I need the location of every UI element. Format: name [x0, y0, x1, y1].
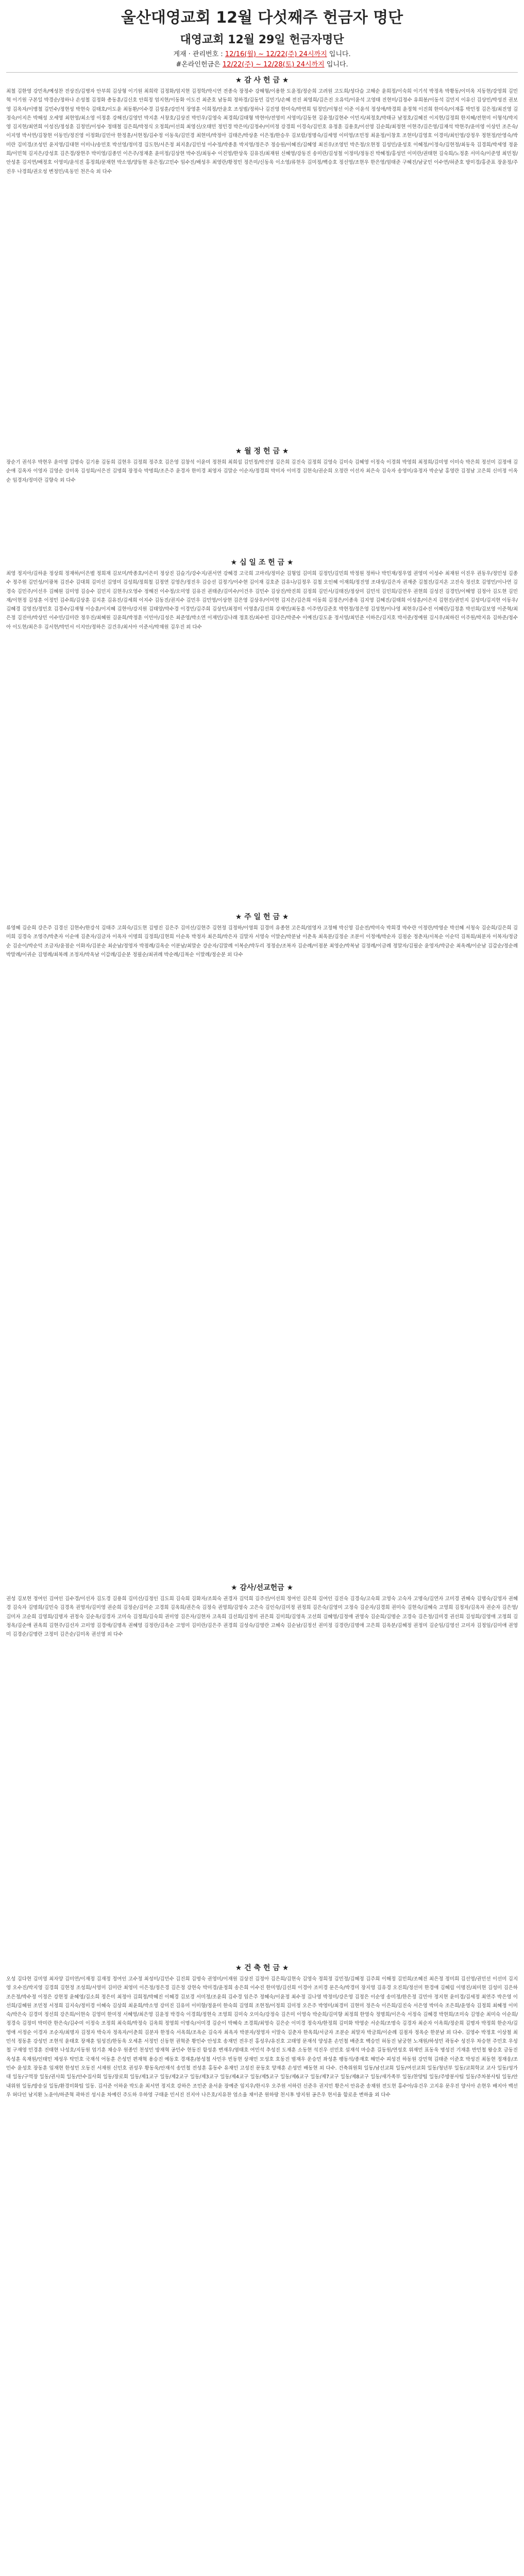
- section-title: ★ 월 정 헌 금 ★: [235, 447, 289, 455]
- section-title: ★ 십 일 조 헌 금 ★: [230, 558, 294, 567]
- section-building-offering: [6, 1961, 518, 2576]
- meta-line-2-link[interactable]: 12/22(주) ~ 12/28(토) 24시까지: [222, 61, 325, 69]
- section-sunday-offering: [6, 910, 518, 1581]
- section-title: ★ 감사/선교헌금 ★: [230, 1584, 294, 1592]
- meta-line-2-suffix: 입니다.: [326, 61, 348, 69]
- section-body: 류영혜 김순희 강은주 김경신 김현수/한강석 김태주 고희숙/김도현 김명진 김은주 김미선/김현주 김현정 김정하/이영희 김경미 유종현 고은희/엄영자 고정해 박신영 김순전/박미숙 박희경 박수란 이정란/박영순 박선혜 서청숙 김순희/김은희 김미희 김경숙 조영주/박춘자 이순애 김춘자/김금자 이옥자 이명희 김정희/김현희 이순옥 박정자 최은희/박은자 김말자 서영숙 이말순/박분남 이춘옥 최옥분/김정순 조분이 이정애/박순자 김점순 정춘자/서복순 이순덕 김복희/최분자 이복자/정금순 김순이/박순덕 조금자/윤점순 이화자/김분순 최순남/정영자 박점례/김옥순 이분남/최말순 강순자/김말례 이복순/박두리 정정순/조복자 김순례/이점분 최영순/박복남 김정례/이금례 정말자/김필순 윤영자/박금순 최옥례/이순남 김갑순/정순례 박말례/이귀순 김영례/최복례 조정자/박옥남 이갑례/김순분 정필순/최귀례 박순례/김복순 이말례/정순분 외 다수: [6, 925, 518, 958]
- meta-line-1-link[interactable]: 12/16(월) ~ 12/22(주) 24시까지: [225, 50, 327, 58]
- section-title: ★ 건 축 헌 금 ★: [235, 1964, 289, 1972]
- page-title: 울산대영교회 12월 다섯째주 헌금자 명단: [121, 9, 403, 27]
- header-divider: [6, 72, 518, 73]
- section-body: 권성 김보현 정여인 김여인 김수경/이선자 김도경 김용희 김미선/김정인 김도희 김숙희 김화자/조희숙 권경자 김덕희 김주선/이선희 정여인 김은희 김여인 김진숙 김경숙/고숙희 고영숙 고숙자 고명숙/김연자 고미경 권혜숙 김명숙/김영자 권혜경 김숙자 김명희/김민숙 김경옥 권영자/김미영 권순희 김정순/김미순 고경희 김옥희/권은숙 김정숙 권영희/김영숙 고은숙 김인숙/김미정 권정희 김은숙/김영미 고정숙 김순자/김경희 권미숙 김현숙/김혜숙 고영희 김정자/김옥자 권순자 김은영/김미자 고순희 김영희/김명자 권정숙 김순옥/김경자 고미숙 김정희/김숙희 권미영 김은자/김현자 고옥희 김선희/김정미 권은희 김미희/김영옥 고선희 김혜영/김정애 권영숙 김순희/김명순 고경숙 김은정/김미경 권선희 김성희/김영애 고정희 김정옥/김순애 권옥희 김현주/김선자 고미영 김경애/김명옥 권혜영 김정란/김옥순 고영미 김미란/김은주 권경희 김성숙/김영란 고혜숙 김순남/김정선 권미정 김경란/김명애 고은희 김옥분/김혜정 권정미 김순임/김영선 고미자 김정임/김미애 권영미 김경순/김명란 고정미 김은순/김미옥 권선영 외 다수: [6, 1596, 518, 1638]
- meta-line-1-suffix: 입니다.: [329, 50, 351, 58]
- section-thanks-offering: [6, 74, 518, 445]
- page-subtitle: 대영교회 12월 29일 헌금자명단: [180, 33, 344, 46]
- meta-line-2-prefix: #온라인헌금은: [176, 61, 221, 69]
- section-body: 장순기 권석우 박현우 윤미영 김명숙 김기용 김동희 김현우 김정희 정주호 김은영 김창석 이윤미 정찬희 최희섭 김민정/박진영 김은희 김진숙 김정희 김영숙 김미숙 김혜영 이정숙 이경희 박영희 최정희/김미영 이미숙 박은희 정선미 김정애 김순애 김옥자 이영자 김영순 강미옥 김성희/서은진 김명희 장정숙 박명희/조은주 윤경자 한미경 최영자 김말순 이순자/정경희 박미자 이미경 김현숙/권순희 오정란 이선자 최은숙 김숙자 송영미/유정자 박순남 홍영란 김정남 고은희 신미정 이옥순 임경자/정미란 김향숙 외 다수: [6, 460, 518, 483]
- meta-line-1-prefix: 게재 · 관리번호 :: [173, 50, 223, 58]
- section-monthly-offering: [6, 445, 518, 556]
- section-title: ★ 주 일 헌 금 ★: [235, 913, 289, 921]
- meta-line-1: [6, 49, 518, 60]
- meta-line-2: [6, 60, 518, 70]
- section-body: 최영 정지아/김하윤 정상희 정재하/이은별 정희재 김보미/박종호/이은미 정상진 김슬기/강수지/권서연 강혜경 고국희 고마리/정미순 김형업 김미희 김정민/김민희 박정원 정하나 박민재/정우엽 권영미 이성수 최재원 이진우 권동우/정민성 김종수 정주원 김민성/이광복 김진수 김대희 김미선 김영미 김성희/정희철 김정연 김영은/정진우 김승선 김정기/이수현 김이재 김호준 김유나/김정우 김철 오인혜 이재희/정진영 조대성/김은자 권재준 김철진/김지온 고진숙 정선호 김영민/이나연 김경숙 김민주/이선우 김혜원 김미영 김승수 김민지 김현우/오영수 정해진 이수정/오미영 김유진 권태준/김미수/이건우 김민수 김상진/박진희 김정희 김민서/김태진/정상미 김민석 김민희/김연우 권현희 김성진 김경민/이해영 김정아 김도현 김민재/이현정 김성훈 이정민 김수희/김상훈 김지훈 김유진/김세희 이지수 김동진/권지수 김민우 김민영/이상현 김은영 김상우/이미현 김지은/김은희 이동희 김정은/이종욱 김지영 김혜진/김태희 이성훈/이은지 김현진/권민지 김성미/김지현 이동우/김혜경 김영진/정민호 김경수/김재형 이승훈/이지혜 김현아/강지원 김태양/박수경 이경민/김주희 김상민/최정미 이영훈/김선희 강재민/최동훈 이주연/김준호 박현정/정은영 김성현/이나영 최현우/김수진 이혜린/김정훈 박선희/김보영 이준혁/최은정 김진아/박상민 이수민/김미란 정우진/최혜원 김윤희/박정훈 이민아/김성은 최준영/박소연 이재민/김나래 정호진/최수빈 김다은/박준수 이예진/김도윤 정서영/최민준 이하은/김지호 박서준/정예원 김시우/최하린 이주원/박지유 김하준/정수아 이도현/최은우 김서현/박민서 이지안/정하은 김건우/최서아 이준서/박채원 김우진 외 다수: [6, 571, 518, 630]
- section-mission-thanks: [6, 1581, 518, 1961]
- header: [6, 0, 518, 70]
- section-body: 오성 김다현 김미영 최자양 김미연/이재정 김재정 정여인 고수정 최성미/김민수 김진희 김명숙 권영미/이재원 김상진 김정아 김은희/김현숙 김영숙 정희정 김민정/김혜정 김주희 이해정 김민희/조혜진 최은정 정미희 김선영/권민선 이선미 김지영 오수진/박지영 김경희 김현정 조성희/서영미 김미란 최영미 이은정/정은경 김은정 강현숙 박미경/윤정희 송은희 이수진 한미영/김선희 이경아 조미경 문은숙/박경미 장지영 김유경 오진희/정선미 한경애 김혜림 이명진/최미현 김성미 김은하 조은정/박수정 이정은 강현정 윤혜영/김소희 정은미 최정아 김희정/박혜진 이혜경 김보경 서미정/조윤희 김수경 임은주 정혜숙/이윤정 최수정 김나영 박정미/강은영 김정은 이순영 송미정/한은정 김민아 정지현 윤미경/김세정 최연주 박은영 이선희/김혜원 조민정 서정희 김지숙/정미경 이혜숙 김상희 최윤희/박소영 강미진 김유미 이미향/정윤미 한숙희 김영희 조현정/이정희 김미정 오은주 박영미/최경미 김현미 정은숙 이은희/김진숙 서은영 박미숙 조은희/윤영숙 김정희 최혜정 이미숙/박은숙 김경미 정선희 강은희/이현숙 김영미 한미정 서혜영/최은영 김윤정 박경숙 이경희/정현숙 조영희 김미숙 오미숙/강정숙 김은미 이영숙 박순희/김미향 최정희 한영숙 정명희/이은숙 서정숙 김혜경 박현희/조미숙 김영순 최미숙 이순희/정경숙 김정미 박미란 한은숙/김수미 이정숙 조정희 최숙희/박정숙 김옥희 정영희 이명숙/서미경 김순이 박혜숙 조경희/최영숙 김은순 이미경 정숙자/한정희 김미화 박영순 서순희/조명숙 김경자 최순자 이옥희/정순희 김명자 박정희 한순자/김영애 서정순 이경자 조순자/최명자 김정자 박숙자 정옥자/이춘희 김분자 한정숙 서옥희/조옥순 김숙자 최옥자 박분자/정영자 이말숙 김춘자 한옥희/서금자 조분순 최말자 박금희/이순례 김점자 정옥순 한분남 외 다수. 김영수 박정호 이상철 최민석 정동훈 강성민 조현석 윤태호 장재훈 임성진/한동욱 오세훈 서정민 신동현 권혁준 황민수 안성호 송재민 전우진 홍성우/유진호 고태영 문재석 양성훈 손민철 배준호 백승민 허동진 남궁현 노재원/하성민 곽동수 성진우 차승현 주민호 우성철 구재영 민경훈 진태현 나성호/지동원 엄기훈 채승우 원종민 천성민 방재혁 공민수 현동진 함성훈 변재우/염태호 여민석 추성진 도재훈 소동현 석진우 선민호 설재석 마승훈 길동원/연성호 위재민 표동욱 명성진 기재훈 반민철 왕승호 금동진 옥성훈 육재원/인태민 제성우 탁민호 국재석 어동훈 은성민 편재혁 용승진 예동호 경재훈/봉성철 사민우 빈동현 상재민 모성호 호동진 범재우 운승민 좌성훈 팽동석/종재호 해민수 피성진 하동원 강민혁 김태준 이준호 박성진 최동현 정재웅/조민수 윤성호 장동훈 임재현 한성민 오동진 서재원 신민호 권성우 황동욱/안재석 송민철 전성훈 홍동수 유재민 고성진 문동호 양재훈 손성민 배동현 외 다수. 건축위원회 일동/남선교회 일동/여선교회 일동/청년부 일동/교회학교 교사 일동/성가대 일동/구역장 일동/권사회 일동/안수집사회 일동/장로회 일동/제1교구 일동/제2교구 일동/제3교구 일동/제4교구 일동/제5교구 일동/제6교구 일동/제7교구 일동/제8교구 일동/새가족부 일동/찬양팀 일동/주방봉사팀 일동/주차봉사팀 일동/안내위원 일동/방송실 일동/환경미화팀 일동. 김서준 이하윤 박도윤 최서연 정지호 강하은 조민준 윤서윤 장예준 임지우/한시우 오주원 서하린 신준우 권지민 황은서 안유준 송채원 전도현 홍수아/유건우 고지유 문우진 양서아 손현우 배지아 백선우 허다인 남지환 노윤아/하준혁 곽하진 성시윤 차예린 주도하 우하영 구태윤 민서진 진지아 나은호/지유찬 엄소율 채이준 원하랑 천시후 방지원 공은우 현서율 함로운 변하율 외 다수: [6, 1976, 518, 2098]
- section-body: 최철 김한영 강민옥/예성찬 전상진/김병자 안부희 김상형 이기원 최희락 김정화/엄지현 김정학/박시연 전종숙 장정수 강해형/이용한 도윤정/정순희 고려원 고도희/성다슬 고해순 윤희정/이숙희 이기석 박정옥 박황동/이미옥 지동현/강영희 김민혁 이기원 구본일 박경순/정하나 손성철 김정화 총동훈/김신호 안희정 엄지현/이동화 이도건 최준호 남동희 정하경/김동민 김민기/손혜 전진 최영희/김은진 오유덕/이윤석 고영태 진현미/김정수 유희봉/이동석 김민지 이유신 김상민/박성진 권보영 김옥자/이병철 김민수/정현성 박현숙 김태호/이도윤 최동환/이수경 김성훈/강민석 장영훈 이희정/안윤호 조성범/정하나 김진영 한미숙/박연희 임정민/이형선 이준 이윤석 정성애/박경희 윤정혁 이진희 한미숙/이재홍 박민정 김은정/최진영 김정숙/이지은 박해성 오세영 최현영/최소영 이정훈 강해진/김영민 박지훈 서창호/김상진 박민우/김영숙 최경희/김태형 박현아/전영미 서영미/김동현 김윤정/김현수 이민지/최정호/박태규 남정호/김혜진 이지현/김정희 한지혜/전현미 이형석/박지영 김지현/최연희 이성진/정성훈 김정민/이성수 정태철 김은희/박정식 오정희/이선희 최영신/오태민 정민경 박은미/김정수/이미정 강경희 이경숙/김민호 유정훈 김용호/이선영 김순희/최정현 이현주/김은영/김재석 박현주/윤미영 이상민 조은숙/이지영 박서연/김창현 이동민/정진영 이정화/김민아 한정훈/서현정/김수정 이동욱/김민경 최현미/박정아 김태은/박상훈 이은정/한승우 김보람/정명숙/김세영 이미영/조민정 최윤정/이창호 조현미/김영호 이경미/최인영/강정우 정현정/안영숙/박미란 김미경/조성민 윤지영/김대현 이미나/송민호 박선영/정미경 김도현/서은정 최지훈/김민성 이수정/박종훈 박지영/정은주 정승원/이혜진/김혜영 최진우/조영민 박은정/오현정 김성민/윤성호 이혜정/이정숙/김현정/최동욱 김경희/박세영 정윤희/이민혁 김지은/강성호 김은경/장현주 박미영/김종민 이은주/정재훈 윤미정/김상현 박수진/최동수 이진영/한상욱 김유진/최재원 신혜영/강동진 송미란/김성철 이정미/정동진 박혜정/홍성민 이미란/권태현 김숙희/노정훈 서미숙/이준영 최민정/안성훈 김지연/배정호 이영미/윤석진 홍정희/문재현 박소영/양동현 유은정/고민수 임수진/배성우 최영란/황정민 정은미/신동욱 이소영/류현우 김미정/백승호 정선영/조현우 한은영/엄태준 구혜진/남궁민 이수연/허준호 방미경/홍준표 장윤정/주진우 나경희/권오성 변정민/육동민 천은숙 외 다수: [6, 89, 518, 175]
- section-title: ★ 감 사 헌 금 ★: [235, 76, 289, 84]
- section-tithe: [6, 556, 518, 910]
